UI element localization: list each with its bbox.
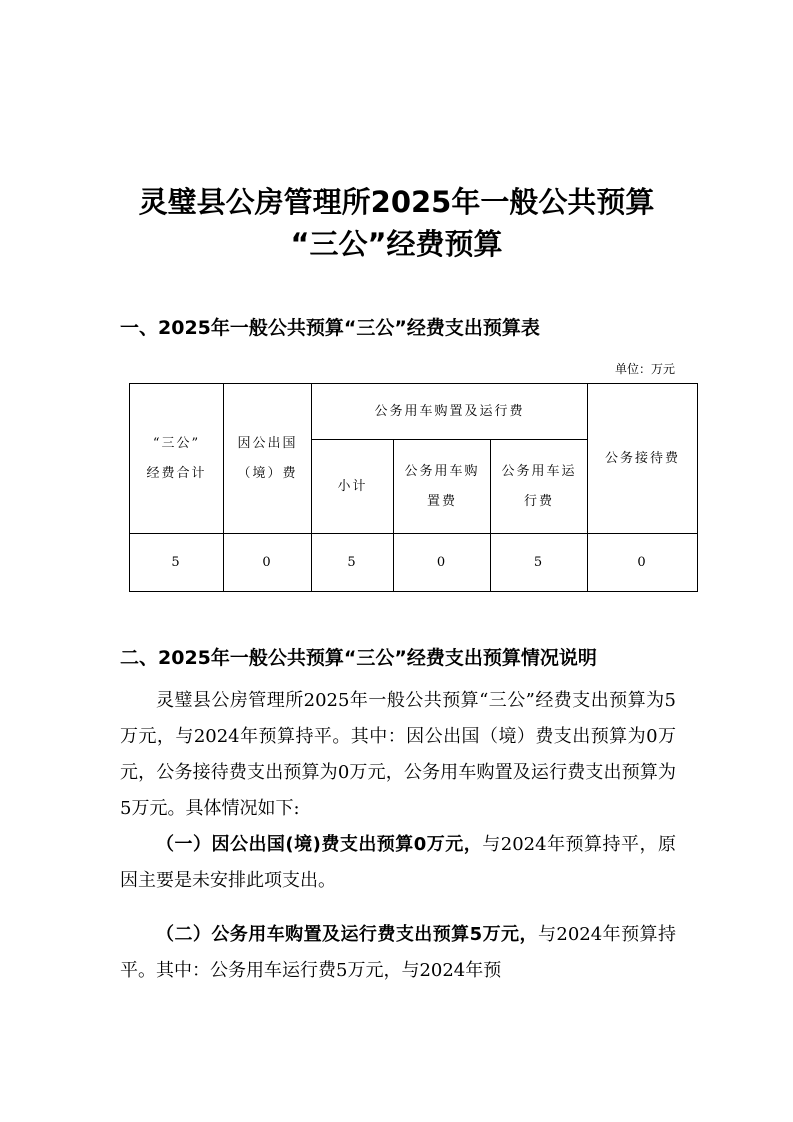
paragraph-summary: 灵璧县公房管理所2025年一般公共预算“三公”经费支出预算为5万元，与2024年预算持平。其中：因公出国（境）费支出预算为0万元，公务接待费支出预算为0万元，公务用车购置及运行费支出预算为5万元。具体情况如下:	[120, 690, 676, 819]
header-cell-purchase	[394, 440, 491, 534]
header-operation-line2: 行费	[524, 493, 555, 509]
paragraph-abroad-body: 与2024年预算持平，原因主要是未安排此项支出。	[120, 834, 677, 891]
header-cell-reception: 公务接待费	[588, 384, 698, 534]
section2-heading: 二、2025年一般公共预算“三公”经费支出预算情况说明	[120, 647, 597, 669]
document-title-line2: “三公”经费预算	[290, 227, 503, 261]
section1-heading: 一、2025年一般公共预算“三公”经费支出预算表	[120, 317, 540, 339]
header-cell-vehicle: 公务用车购置及运行费	[312, 384, 588, 440]
paragraph-abroad	[120, 827, 676, 899]
header-abroad-line1: 因公出国	[237, 435, 298, 451]
header-total-line2: 经费合计	[146, 465, 207, 481]
paragraph-vehicle-body: 与2024年预算持平。其中：公务用车运行费5万元，与2024年预	[120, 924, 676, 981]
paragraph-vehicle	[120, 917, 676, 989]
unit-label: 单位：万元	[614, 362, 675, 376]
table-row	[130, 534, 698, 592]
header-purchase-line2: 置费	[426, 493, 457, 509]
document-title-line1: 灵璧县公房管理所2025年一般公共预算	[138, 185, 655, 219]
header-cell-total	[130, 384, 224, 534]
header-cell-subtotal: 小计	[312, 440, 394, 534]
header-operation-line1: 公务用车运	[501, 463, 577, 479]
cell-operation: 5	[491, 534, 588, 592]
paragraph-abroad-lead: （一）因公出国(境)费支出预算0万元，	[156, 834, 483, 855]
cell-purchase: 0	[394, 534, 491, 592]
header-cell-abroad	[224, 384, 312, 534]
cell-reception: 0	[588, 534, 698, 592]
header-abroad-line2: （境）费	[237, 465, 298, 481]
paragraph-vehicle-lead: （二）公务用车购置及运行费支出预算5万元，	[156, 924, 538, 945]
header-purchase-line1: 公务用车购	[404, 463, 480, 479]
cell-abroad: 0	[224, 534, 312, 592]
budget-table	[129, 383, 698, 592]
header-total-line1: “三公”	[152, 435, 201, 451]
cell-subtotal: 5	[312, 534, 394, 592]
header-cell-operation	[491, 440, 588, 534]
cell-total: 5	[130, 534, 224, 592]
table-header-row-1	[130, 384, 698, 440]
